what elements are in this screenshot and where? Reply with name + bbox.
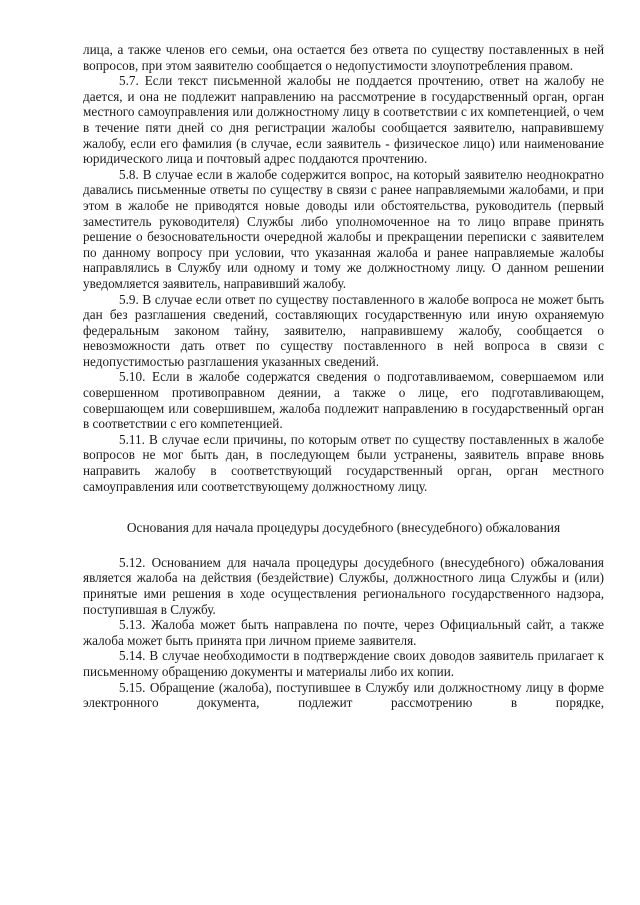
paragraph-5-15: 5.15. Обращение (жалоба), поступившее в Службу или должностному лицу в форме электронного документа, подлежит рассмотрению в порядке,	[83, 679, 604, 711]
paragraph-5-9: 5.9. В случае если ответ по существу поставленного в жалобе вопроса не может быть дан без разглашения сведений, составляющих государственную или иную охраняемую федеральным законом тайну, заявителю, направившему жалобу, сообщается о невозможности дать ответ по существу поставленного в ней вопроса в связи с недопустимостью разглашения указанных сведений.	[83, 291, 604, 369]
paragraph-5-14: 5.14. В случае необходимости в подтверждение своих доводов заявитель прилагает к письменному обращению документы и материалы либо их копии.	[83, 648, 604, 679]
paragraph-5-10: 5.10. Если в жалобе содержатся сведения о подготавливаемом, совершаемом или совершенном противоправном деянии, а также о лице, его подготавливающем, совершающем или совершившем, жалоба подлежит направлению в государственный орган в соответствии с его компетенцией.	[83, 369, 604, 432]
paragraph-5-13: 5.13. Жалоба может быть направлена по почте, через Официальный сайт, а также жалоба может быть принята при личном приеме заявителя.	[83, 617, 604, 648]
section-heading: Основания для начала процедуры досудебного (внесудебного) обжалования	[126, 520, 561, 536]
paragraph-5-11: 5.11. В случае если причины, по которым ответ по существу поставленных в жалобе вопросов не мог быть дан, в последующем были устранены, заявитель вправе вновь направить жалобу в соответствующий государственный орган, орган местного самоуправления или соответствующему должностному лицу.	[83, 431, 604, 494]
paragraph-5-6-continuation: лица, а также членов его семьи, она остается без ответа по существу поставленных в ней вопросов, при этом заявителю сообщается о недопустимости злоупотребления правом.	[83, 42, 604, 73]
paragraph-5-7: 5.7. Если текст письменной жалобы не поддается прочтению, ответ на жалобу не дается, и она не подлежит направлению на рассмотрение в государственный орган, орган местного самоуправления или должностному лицу в соответствии с их компетенцией, о чем в течение пяти дней со дня регистрации жалобы сообщается заявителю, направившему жалобу, если его фамилия (в случае, если заявитель - физическое лицо) или наименование юридического лица и почтовый адрес поддаются прочтению.	[83, 73, 604, 167]
document-page	[83, 42, 604, 711]
paragraph-5-12: 5.12. Основанием для начала процедуры досудебного (внесудебного) обжалования является жалоба на действия (бездействие) Службы, должностного лица Службы и (или) принятые ими решения в ходе осуществления регионального государственного надзора, поступившая в Службу.	[83, 554, 604, 617]
paragraph-5-8: 5.8. В случае если в жалобе содержится вопрос, на который заявителю неоднократно давались письменные ответы по существу в связи с ранее направляемыми жалобами, и при этом в жалобе не приводятся новые доводы или обстоятельства, руководитель (первый заместитель руководителя) Службы либо уполномоченное на то лицо вправе принять решение о безосновательности очередной жалобы и прекращении переписки с заявителем по данному вопросу при условии, что указанная жалоба и ранее направляемые жалобы направлялись в Службу или одному и тому же должностному лицу. О данном решении уведомляется заявитель, направивший жалобу.	[83, 166, 604, 291]
